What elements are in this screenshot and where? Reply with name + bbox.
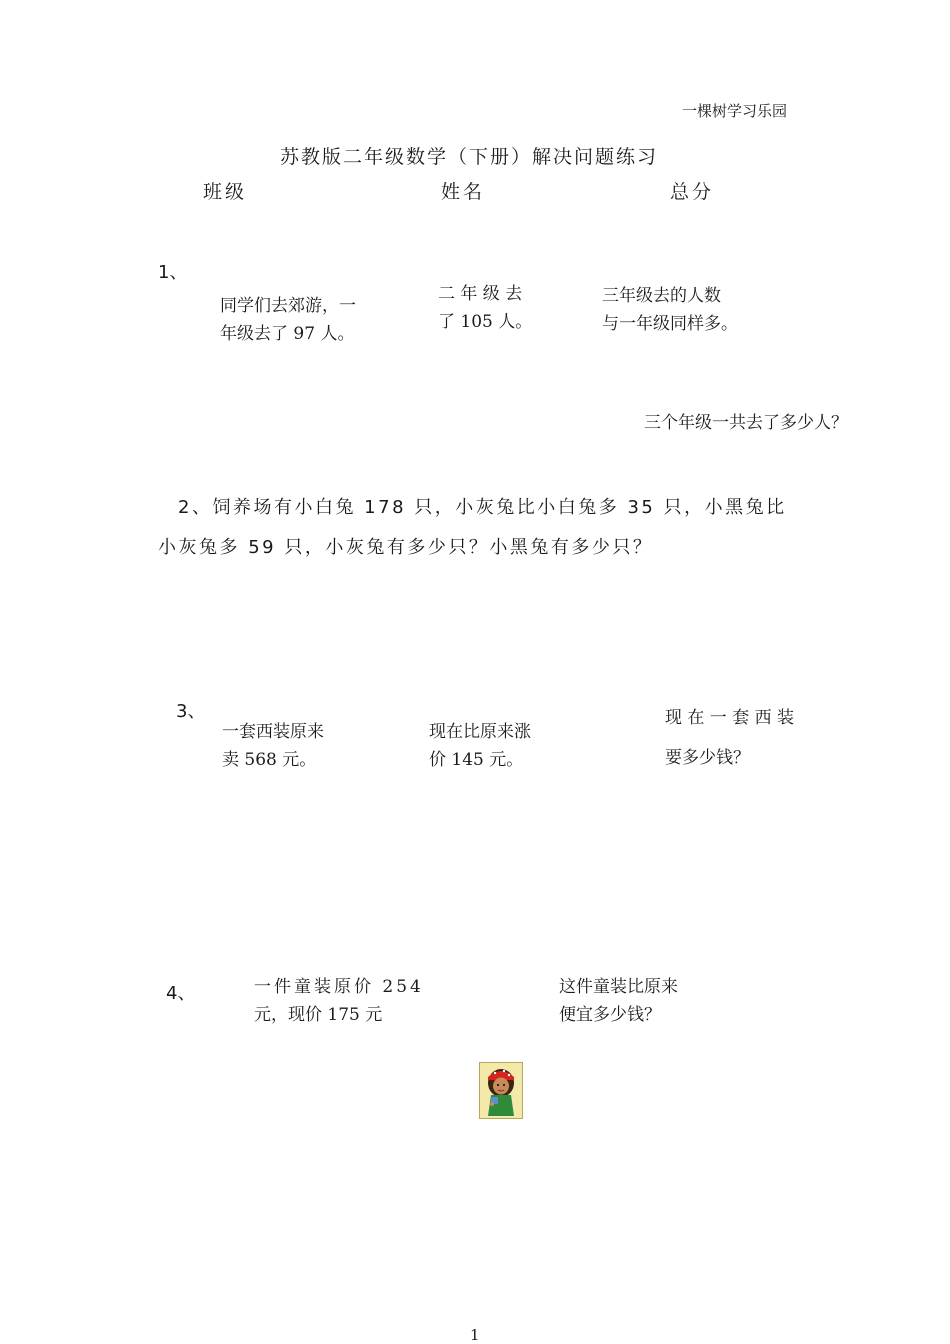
score-label: 总分 xyxy=(670,181,715,203)
q3-box2-line2: 价 145 元。 xyxy=(429,750,524,770)
girl-illustration xyxy=(479,1062,523,1119)
q1-box3 xyxy=(602,282,738,338)
q1-number: 1、 xyxy=(158,262,188,283)
q3-box1-line2: 卖 568 元。 xyxy=(222,750,317,770)
q4-number: 4、 xyxy=(166,983,196,1004)
page-title: 苏教版二年级数学（下册）解决问题练习 xyxy=(280,146,659,168)
q2-text xyxy=(158,488,787,568)
q1-box3-line2: 与一年级同样多。 xyxy=(602,314,738,334)
q3-box2-line1: 现在比原来涨 xyxy=(429,722,531,742)
q1-question: 三个年级一共去了多少人？ xyxy=(644,413,848,433)
q3-box3-line1: 现 在 一 套 西 装 xyxy=(665,708,795,728)
q1-box3-line1: 三年级去的人数 xyxy=(602,286,721,306)
q4-box1-line2: 元，现价 175 元 xyxy=(254,1005,383,1025)
q3-box2 xyxy=(429,718,531,774)
q1-box2-line1: 二 年 级 去 xyxy=(438,284,523,304)
q2-line1: 2、饲养场有小白兔 178 只，小灰兔比小白兔多 35 只，小黑兔比 xyxy=(178,497,787,518)
q1-box2 xyxy=(438,280,532,336)
page-number: 1 xyxy=(470,1326,480,1344)
q4-box1-line1: 一件童装原价 254 xyxy=(254,977,424,997)
q4-box1 xyxy=(254,973,424,1029)
q1-box1-line2: 年级去了 97 人。 xyxy=(220,324,355,344)
q2-line2: 小灰兔多 59 只，小灰兔有多少只？小黑兔有多少只？ xyxy=(158,537,654,558)
name-label: 姓名 xyxy=(441,181,486,203)
q1-box1 xyxy=(220,292,356,348)
q1-box1-line1: 同学们去郊游，一 xyxy=(220,296,356,316)
girl-icon xyxy=(480,1063,522,1118)
class-label: 班级 xyxy=(203,181,248,203)
q3-box1 xyxy=(222,718,324,774)
header-brand: 一棵树学习乐园 xyxy=(682,102,788,120)
q3-box1-line1: 一套西装原来 xyxy=(222,722,324,742)
q4-box2-line1: 这件童装比原来 xyxy=(559,977,678,997)
q4-box2 xyxy=(559,973,678,1029)
q1-box2-line2: 了 105 人。 xyxy=(438,312,533,332)
q4-box2-line2: 便宜多少钱？ xyxy=(559,1005,661,1025)
q3-box3 xyxy=(665,698,794,778)
q3-box3-line2: 要多少钱？ xyxy=(665,748,750,768)
q3-number: 3、 xyxy=(176,701,206,722)
